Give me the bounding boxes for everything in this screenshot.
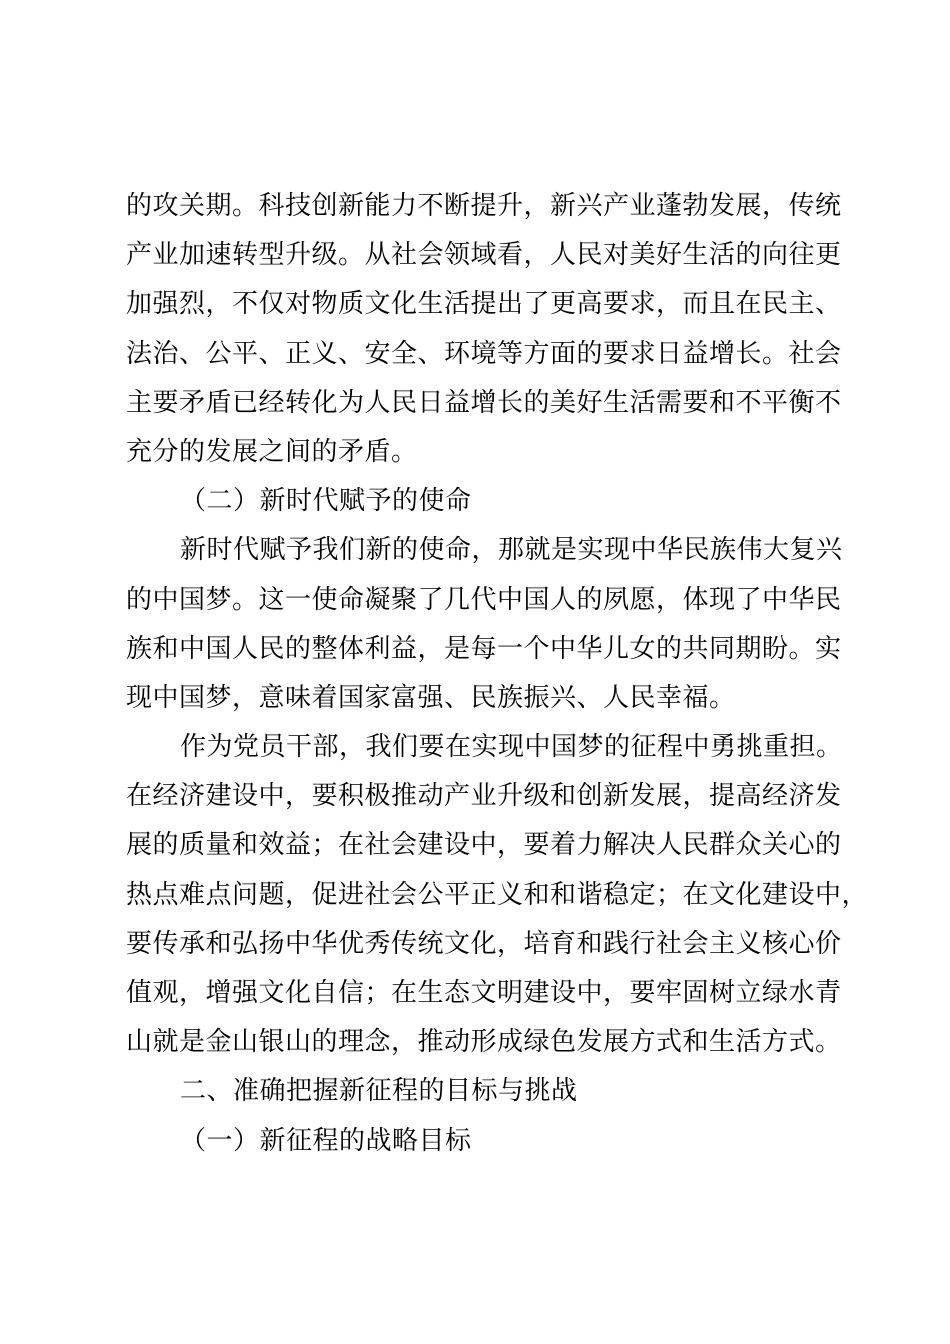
text-line: 在经济建设中，要积极推动产业升级和创新发展，提高经济发 xyxy=(126,781,842,812)
text-line: 充分的发展之间的矛盾。 xyxy=(126,436,418,467)
chapter-heading: 二、准确把握新征程的目标与挑战 xyxy=(180,1076,578,1107)
text-line: 热点难点问题，促进社会公平正义和和谐稳定；在文化建设中， xyxy=(126,879,869,910)
text-line: 法治、公平、正义、安全、环境等方面的要求日益增长。社会 xyxy=(126,338,842,369)
section-heading: （一）新征程的战略目标 xyxy=(180,1125,472,1156)
paragraph-first-line: 作为党员干部，我们要在实现中国梦的征程中勇挑重担。 xyxy=(180,732,843,763)
text-line: 主要矛盾已经转化为人民日益增长的美好生活需要和不平衡不 xyxy=(126,387,842,418)
text-line: 展的质量和效益；在社会建设中，要着力解决人民群众关心的 xyxy=(126,830,842,861)
text-line: 现中国梦，意味着国家富强、民族振兴、人民幸福。 xyxy=(126,682,736,713)
text-line: 的攻关期。科技创新能力不断提升，新兴产业蓬勃发展，传统 xyxy=(126,191,842,221)
text-line: 值观，增强文化自信；在生态文明建设中，要牢固树立绿水青 xyxy=(126,978,842,1008)
section-heading: （二）新时代赋予的使命 xyxy=(180,486,472,517)
paragraph-first-line: 新时代赋予我们新的使命，那就是实现中华民族伟大复兴 xyxy=(180,535,843,566)
text-line: 的中国梦。这一使命凝聚了几代中国人的夙愿，体现了中华民 xyxy=(126,584,842,615)
text-line: 山就是金山银山的理念，推动形成绿色发展方式和生活方式。 xyxy=(126,1027,842,1058)
document-body xyxy=(126,182,869,1166)
text-line: 要传承和弘扬中华优秀传统文化，培育和践行社会主义核心价 xyxy=(126,928,842,959)
text-line: 产业加速转型升级。从社会领域看，人民对美好生活的向往更 xyxy=(126,240,842,271)
text-line: 加强烈，不仅对物质文化生活提出了更高要求，而且在民主、 xyxy=(126,289,842,320)
text-line: 族和中国人民的整体利益，是每一个中华儿女的共同期盼。实 xyxy=(126,633,842,664)
